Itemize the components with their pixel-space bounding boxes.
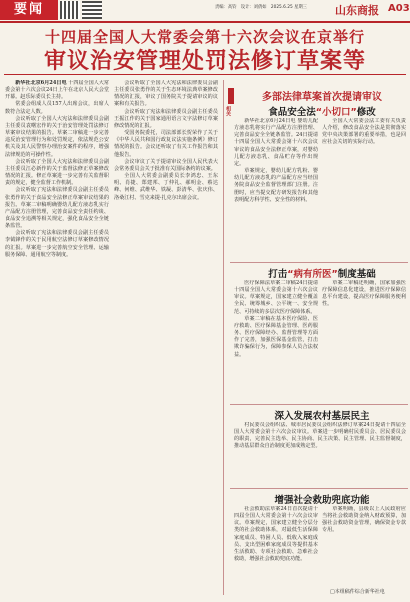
byline: 新华社北京6月24日电 <box>15 80 67 86</box>
section-divider <box>230 404 408 405</box>
article-paragraph: 医疗保障法草案二审稿24日提请十四届全国人大常委会第十六次会议审议。草案规定，国家建立健全覆盖全民、统筹城乡、公平统一、安全规范、可持续的多层次医疗保障体系。 <box>234 280 318 315</box>
lead-article-col-1: 新华社北京6月24日电 十四届全国人大常委会第十六次会议24日上午在北京人民大会堂开幕。赵乐际委员长主持。 常委会组成人员157人出席会议，出席人数符合法定人数。 会议听取了全国人大宪法和法律委员会副主任委员袁曙宏作的关于治安管理处罚法修订草案审议结果的报告。草案二审稿进一步完善违反治安管理行为和处罚规定，依法规范公安机关及其人民警察办理治安案件的程序，增强法律规范的可操作性。 会议听取了全国人大宪法和法律委员会副主任委员江必新作的关于监督法修正草案修改情况的汇报。修正草案进一步完善有关监督职责的规定，健全监督工作机制。 会议听取了宪法和法律委员会副主任委员张勇作的关于食品安全法修正草案审议结果的报告。草案二审稿明确婴幼儿配方液态乳实行产品配方注册管理，完善食品安全责任约谈、食品安全追溯等相关规定，强化食品安全全链条监管。 会议听取了宪法和法律委员会副主任委员李钺锋作的关于民用航空法修订草案修改情况的汇报。草案进一步完善航空安全管理、运输服务保障、通用航空等制度。 <box>5 80 109 258</box>
column-divider <box>223 80 224 595</box>
sidebar-title: 多部法律草案首次提请审议 <box>262 92 382 103</box>
section-tag: 要闻 <box>0 0 58 20</box>
paper-name: 山东商报 <box>335 4 379 17</box>
article-paragraph: 会议听取了全国人大宪法和法律委员会副主任委员袁曙宏作的关于治安管理处罚法修订草案审议结果的报告。草案二审稿进一步完善违反治安管理行为和处罚规定，依法规范公安机关及其人民警察办理治安案件的程序，增强法律规范的可操作性。 <box>5 115 109 158</box>
qr-code-icon <box>82 1 102 19</box>
article-paragraph: 会议审议了关于提请审议全国人民代表大会常务委员会关于批准有关国际条约的议案。 <box>114 158 218 172</box>
article-paragraph: 会议听取了宪法和法律委员会副主任委员李钺锋作的关于民用航空法修订草案修改情况的汇报。草案进一步完善航空安全管理、运输服务保障、通用航空等制度。 <box>5 230 109 258</box>
article-4-col-1 <box>234 506 318 588</box>
article-paragraph: 会议听取了全国人大宪法和法律委员会副主任委员江必新作的关于监督法修正草案修改情况的汇报。修正草案进一步完善有关监督职责的规定，健全监督工作机制。 <box>5 158 109 187</box>
headline-main: 审议治安管理处罚法修订草案等 <box>43 49 366 74</box>
article-paragraph: 常委会组成人员157人出席会议，出席人数符合法定人数。 <box>5 101 109 115</box>
article-paragraph: 草案二审稿还明确，国家加强医疗保障信息化建设，推进医疗保障信息平台建设，提高医疗保障服务便利性。 <box>322 280 406 308</box>
masthead-rule <box>0 21 410 23</box>
section-divider <box>230 488 408 489</box>
article-paragraph: 全国人大常委会副委员长李鸿忠、王东明、肖捷、郑建邦、丁仲礼、郝明金、蔡达峰、何维、武维华、铁凝、彭清华、张庆伟、洛桑江村、雪克来提·扎克尔出席会议。 <box>114 173 218 201</box>
article-2-title: 打击“病有所医”制度基础 <box>268 269 376 280</box>
section-divider <box>230 262 408 263</box>
article-paragraph: 村民委员会组织法、城市居民委员会组织法修订草案24日提请十四届全国人大常委会第十六次会议审议。草案进一步明确村民委员会、居民委员会的职责，完善民主选举、民主协商、民主决策、民主管理、民主监督制度，推动基层群众自治制度更加成熟定型。 <box>234 422 406 450</box>
article-paragraph: 草案规定，婴幼儿配方乳粉、婴幼儿配方液态乳的产品配方应当经国务院食品安全监督管理部门注册。注册时，应当提交配方研发报告和其他表明配方科学性、安全性的材料。 <box>234 168 318 203</box>
article-3-title: 深入发展农村基层民主 <box>274 411 370 422</box>
article-paragraph: 社会救助法草案24日首次提请十四届全国人大常委会第十六次会议审议。草案规定，国家建立健全分层分类的社会救助体系，对最低生活保障家庭成员、特困人员、低收入家庭成员、支出型困难家庭成员等提供基本生活救助、专项社会救助、急难社会救助，增强社会救助兜底功能。 <box>234 506 318 563</box>
article-2-col-2 <box>322 280 406 400</box>
issue-meta: 责编：高钧 设计：刘倩如 2025.6.25 星期三 <box>215 5 307 10</box>
source-note: □本组稿件综合新华社电 <box>330 589 385 595</box>
qr-code-icon <box>60 1 80 19</box>
headline-kicker: 十四届全国人大常委会第十六次会议在京举行 <box>44 28 365 46</box>
article-paragraph: 全国人大常委会法工委有关负责人介绍，修改食品安全法是贯彻落实党中央决策部署的重要举措，也是回应社会关切的实际行动。 <box>322 118 406 146</box>
masthead <box>0 0 410 22</box>
related-label: 相关 <box>225 106 231 116</box>
article-paragraph: 会议听取了全国人大宪法和法律委员会副主任委员张勇作的关于生态环境法典草案修改情况的汇报，审议了国务院关于提请审议的议案和有关报告。 <box>114 80 218 108</box>
article-paragraph: 会议听取了宪法和法律委员会副主任委员张勇作的关于食品安全法修正草案审议结果的报告。草案二审稿明确婴幼儿配方液态乳实行产品配方注册管理，完善食品安全责任约谈、食品安全追溯等相关规定，强化食品安全全链条监管。 <box>5 187 109 230</box>
page-number: A03 <box>388 3 410 14</box>
article-1-title: 食品安全法“小切口”修改 <box>268 107 376 118</box>
article-paragraph: 草案二审稿在基本医疗保险、医疗救助、医疗保障基金管理、医药服务、医疗保障经办、监督管理等方面作了完善，加强医保基金监管，打击欺诈骗保行为，保障参保人员合法权益。 <box>234 315 318 358</box>
article-paragraph: 会议听取了宪法和法律委员会副主任委员王振江作的关于国家通用语言文字法修订草案修改情况的汇报。 <box>114 108 218 129</box>
article-3-body <box>234 422 406 484</box>
article-1-col-2 <box>322 118 406 258</box>
article-paragraph: 新华社北京6月24日电 婴幼儿配方液态乳将实行产品配方注册管理、完善食品安全全链条监管。24日提请十四届全国人大常委会第十六次会议审议的食品安全法修正草案，对婴幼儿配方液态乳、食品贮存等作出规定。 <box>234 118 318 167</box>
headline-rule <box>4 74 406 75</box>
article-1-col-1 <box>234 118 318 258</box>
article-2-col-1 <box>234 280 318 400</box>
article-paragraph: 受国务院委托，司法部部长贺荣作了关于《中华人民共和国行政复议法实施条例》修订情况的报告。会议还听取了有关工作报告和其他报告。 <box>114 130 218 158</box>
article-4-col-2 <box>322 506 406 582</box>
lead-article-col-2 <box>114 80 218 595</box>
article-4-title: 增强社会救助兜底功能 <box>274 495 370 506</box>
article-paragraph: 草案明确，县级以上人民政府应当将社会救助资金纳入财政预算，加强社会救助资金管理，确保资金专款专用。 <box>322 506 406 534</box>
